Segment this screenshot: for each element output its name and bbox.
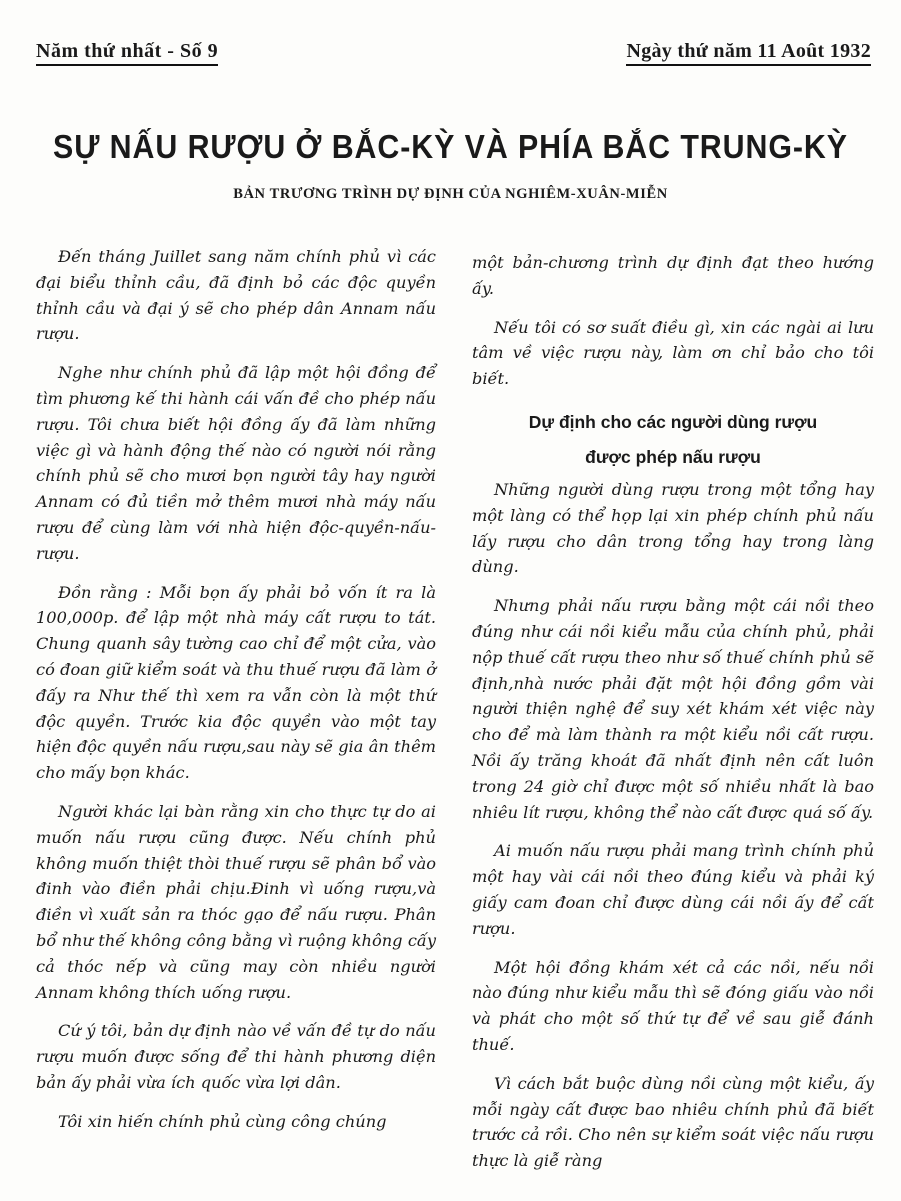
paragraph: Vì cách bắt buộc dùng nồi cùng một kiểu, ấy mỗi ngày cất được bao nhiêu chính phủ đã biết trước cả rồi. Cho nên sự kiểm soát việc nấu rượu thực là giễ ràng	[472, 1073, 874, 1171]
left-column	[36, 244, 436, 1148]
section-heading	[472, 405, 874, 475]
paragraph: Nhưng phải nấu rượu bằng một cái nồi theo đúng như cái nồi kiểu mẫu của chính phủ, phải nộp thuế cất rượu theo như số thuế chính phủ sẽ định,nhà nước phải đặt một hội đồng gồm vài người thiện nghệ để suy xét khám xét việc này cho để mà làm thành ra một kiểu nồi cất rượu. Nồi ấy trăng khoát đã nhất định nên cất luôn trong 24 giờ chỉ được một số nhiều nhất là bao nhiêu lít rượu, không thể nào cất được quá số ấy.	[472, 596, 874, 822]
paragraph: Người khác lại bàn rằng xin cho thực tự do ai muốn nấu rượu cũng được. Nếu chính phủ không muốn thiệt thòi thuế rượu sẽ phân bổ vào đinh vào điền phải chịu.Đinh vì uống rượu,và điền vì xuất sản ra thóc gạo để nấu rượu. Phân bổ như thế không công bằng vì ruộng không cấy cả thóc nếp và cũng may còn nhiều người Annam không thích uống rượu.	[36, 801, 436, 1002]
paragraph: Những người dùng rượu trong một tổng hay một làng có thể họp lại xin phép chính phủ nấu lấy rượu cho dân trong tổng hay trong làng dùng.	[472, 479, 874, 577]
paragraph: Một hội đồng khám xét cả các nồi, nếu nồi nào đúng như kiểu mẫu thì sẽ đóng giấu vào nồi và phát cho một số thứ tự để về sau giễ đánh thuế.	[472, 957, 874, 1054]
right-column	[472, 250, 874, 1187]
paragraph: Tôi xin hiến chính phủ cùng công chúng	[58, 1111, 387, 1131]
paragraph: Ai muốn nấu rượu phải mang trình chính phủ một hay vài cái nồi theo đúng kiểu và phải ký giấy cam đoan chỉ được dùng cái nồi ấy để cất rượu.	[472, 841, 874, 938]
paragraph: Đến tháng Juillet sang năm chính phủ vì các đại biểu thỉnh cầu, đã định bỏ các độc quyền thỉnh cầu và đại ý sẽ cho phép dân Annam nấu rượu.	[36, 247, 436, 344]
issue-number: Năm thứ nhất - Số 9	[36, 40, 218, 66]
paragraph: Nếu tôi có sơ suất điều gì, xin các ngài ai lưu tâm về việc rượu này, làm ơn chỉ bảo cho tôi biết.	[472, 317, 874, 389]
paragraph: một bản-chương trình dự định đạt theo hướng ấy.	[472, 253, 874, 298]
section-heading-line: được phép nấu rượu	[585, 446, 761, 467]
article-subtitle: BẢN TRƯƠNG TRÌNH DỰ ĐỊNH CỦA NGHIÊM-XUÂN-MIỄN	[233, 186, 668, 202]
paragraph: Nghe như chính phủ đã lập một hội đồng để tìm phương kế thi hành cái vấn đề cho phép nấu rượu. Tôi chưa biết hội đồng ấy đã làm những việc gì và hành động thế nào có người nói rằng chính phủ sẽ cho mươi bọn người tây hay người Annam có đủ tiền mở thêm mươi nhà máy nấu rượu để cùng làm với nhà hiện độc-quyền-nấu-rượu.	[36, 363, 436, 563]
section-heading-line: Dự định cho các người dùng rượu	[528, 411, 818, 432]
paragraph: Cứ ý tôi, bản dự định nào về vấn đề tự do nấu rượu muốn được sống để thi hành phương diện bản ấy phải vừa ích quốc vừa lợi dân.	[36, 1021, 436, 1092]
issue-date: Ngày thứ năm 11 Août 1932	[626, 40, 871, 66]
article-title: SỰ NẤU RƯỢU Ở BẮC-KỲ VÀ PHÍA BẮC TRUNG-KỲ	[53, 128, 848, 165]
paragraph: Đồn rằng : Mỗi bọn ấy phải bỏ vốn ít ra là 100,000p. để lập một nhà máy cất rượu to tát. Chung quanh sây tường cao chỉ để một cửa, vào có đoan giữ kiểm soát và thu thuế rượu đã làm ở đấy ra Như thế thì xem ra vẫn còn là một thứ độc quyền. Trước kia độc quyền vào một tay hiện độc quyền nấu rượu,sau này sẽ gia ân thêm cho mấy bọn khác.	[36, 582, 436, 783]
